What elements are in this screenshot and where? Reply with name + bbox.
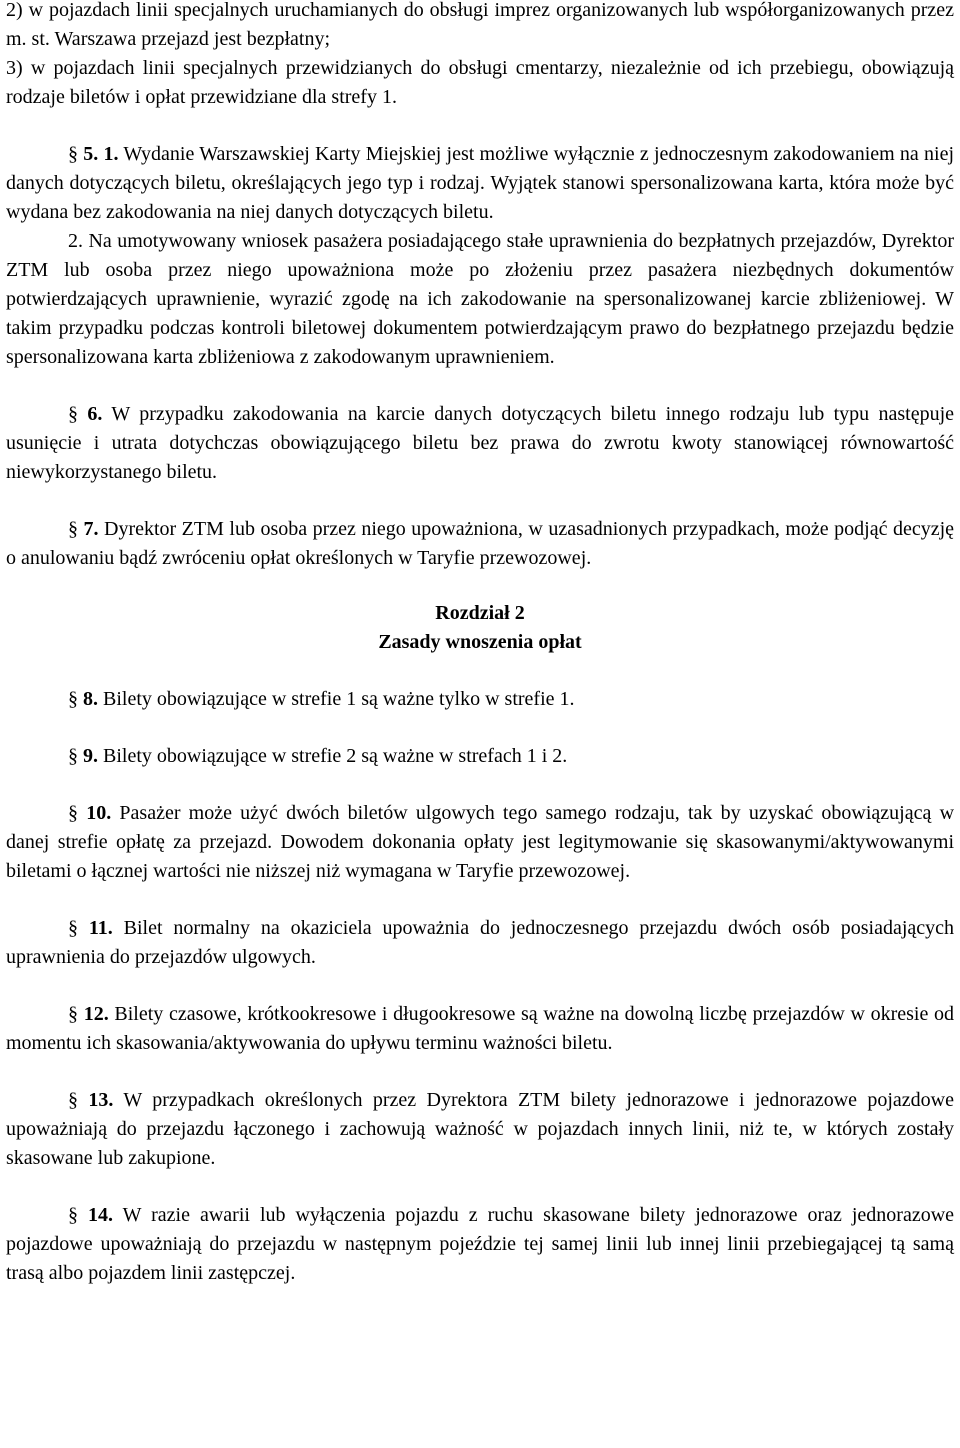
section-text: Dyrektor ZTM lub osoba przez niego upoważniona, w uzasadnionych przypadkach, może podjąć decyzję o anulowaniu bądź zwróceniu opłat określonych w Taryfie przewozowej. (6, 518, 955, 569)
paragraph-text: Na umotywowany wniosek pasażera posiadającego stałe uprawnienia do bezpłatnych przejazdów, Dyrektor ZTM lub osoba przez niego upoważniona może po złożeniu przez pasażera niezbędnych dokumentów potwierdzających uprawnienie, wyrazić zgodę na ich zakodowanie na spersonalizowanej karcie zbliżeniowej. W takim przypadku podczas kontroli biletowej dokumentem potwierdzającym prawo do bezpłatnego przejazdu będzie spersonalizowana karta zbliżeniowa z zakodowanym uprawnieniem. (6, 230, 955, 368)
list-item-text: w pojazdach linii specjalnych uruchamianych do obsługi imprez organizowanych lub współorganizowanych przez m. st. Warszawa przejazd jest bezpłatny; (6, 0, 954, 50)
section-text: Bilet normalny na okaziciela upoważnia do jednoczesnego przejazdu dwóch osób posiadających uprawnienia do przejazdów ulgowych. (6, 917, 955, 968)
section-number: 10. (86, 802, 112, 824)
section-sign: § (68, 745, 78, 767)
section-7 (6, 515, 954, 573)
section-number: 11. (88, 917, 113, 939)
section-number: 8. (83, 688, 98, 710)
section-text: Pasażer może użyć dwóch biletów ulgowych tego samego rodzaju, tak by uzyskać obowiązującą w danej strefie opłatę za przejazd. Dowodem dokonania opłaty jest legitymowanie się skasowanymi/aktywowanymi biletami o łącznej wartości nie niższej niż wymagana w Taryfie przewozowej. (6, 802, 955, 882)
section-13 (6, 1086, 954, 1173)
section-sign: § (68, 917, 78, 939)
section-number: 9. (83, 745, 98, 767)
section-sign: § (68, 518, 78, 540)
section-sign: § (68, 1204, 78, 1226)
paragraph-number: 2. (68, 230, 83, 252)
list-item (6, 0, 954, 54)
section-11 (6, 914, 954, 972)
section-sign: § (68, 1003, 78, 1025)
section-sign: § (68, 143, 78, 165)
chapter-title: Rozdział 2 (435, 602, 525, 624)
section-text: Bilety obowiązujące w strefie 1 są ważne tylko w strefie 1. (103, 688, 575, 710)
section-text: W przypadkach określonych przez Dyrektora ZTM bilety jednorazowe i jednorazowe pojazdowe upoważniają do przejazdu łączonego i zachowują ważność w pojazdach innych linii, niż te, w których zostały skasowane lub zakupione. (6, 1089, 955, 1169)
section-5-paragraph-2 (6, 227, 954, 372)
section-number: 12. (83, 1003, 109, 1025)
section-14 (6, 1201, 954, 1288)
list-marker: 2) (6, 0, 23, 21)
list-marker: 3) (6, 57, 23, 79)
section-10 (6, 799, 954, 886)
section-5-paragraph-1 (6, 140, 954, 227)
list-item-text: w pojazdach linii specjalnych przewidzianych do obsługi cmentarzy, niezależnie od ich przebiegu, obowiązują rodzaje biletów i opłat przewidziane dla strefy 1. (6, 57, 954, 108)
section-text: Bilety czasowe, krótkookresowe i długookresowe są ważne na dowolną liczbę przejazdów w okresie od momentu ich skasowania/aktywowania do upływu terminu ważności biletu. (6, 1003, 955, 1054)
paragraph-number: 1. (103, 143, 119, 165)
section-number: 14. (88, 1204, 113, 1226)
section-sign: § (68, 1089, 78, 1111)
section-text: Bilety obowiązujące w strefie 2 są ważne w strefach 1 i 2. (103, 745, 568, 767)
section-12 (6, 1000, 954, 1058)
section-number: 6. (87, 403, 103, 425)
section-sign: § (68, 688, 78, 710)
paragraph-text: Wydanie Warszawskiej Karty Miejskiej jest możliwe wyłącznie z jednoczesnym zakodowaniem na niej danych dotyczących biletu, określających jego typ i rodzaj. Wyjątek stanowi spersonalizowana karta, która może być wydana bez zakodowania na niej danych dotyczących biletu. (6, 143, 955, 223)
section-sign: § (68, 403, 78, 425)
section-9 (6, 742, 954, 771)
section-sign: § (68, 802, 78, 824)
section-6 (6, 400, 954, 487)
list-item (6, 54, 954, 112)
section-number: 13. (88, 1089, 114, 1111)
section-8 (6, 685, 954, 714)
section-number: 5. (83, 143, 99, 165)
chapter-subtitle: Zasady wnoszenia opłat (378, 631, 582, 653)
section-text: W przypadku zakodowania na karcie danych dotyczących biletu innego rodzaju lub typu następuje usunięcie i utrata dotychczas obowiązującego biletu bez prawa do zwrotu kwoty stanowiącej równowartość niewykorzystanego biletu. (6, 403, 955, 483)
section-number: 7. (83, 518, 99, 540)
section-text: W razie awarii lub wyłączenia pojazdu z ruchu skasowane bilety jednorazowe oraz jednorazowe pojazdowe upoważniają do przejazdu w następnym pojeździe tej samej linii lub innej linii przebiegającej tą samą trasą albo pojazdem linii zastępczej. (6, 1204, 955, 1284)
